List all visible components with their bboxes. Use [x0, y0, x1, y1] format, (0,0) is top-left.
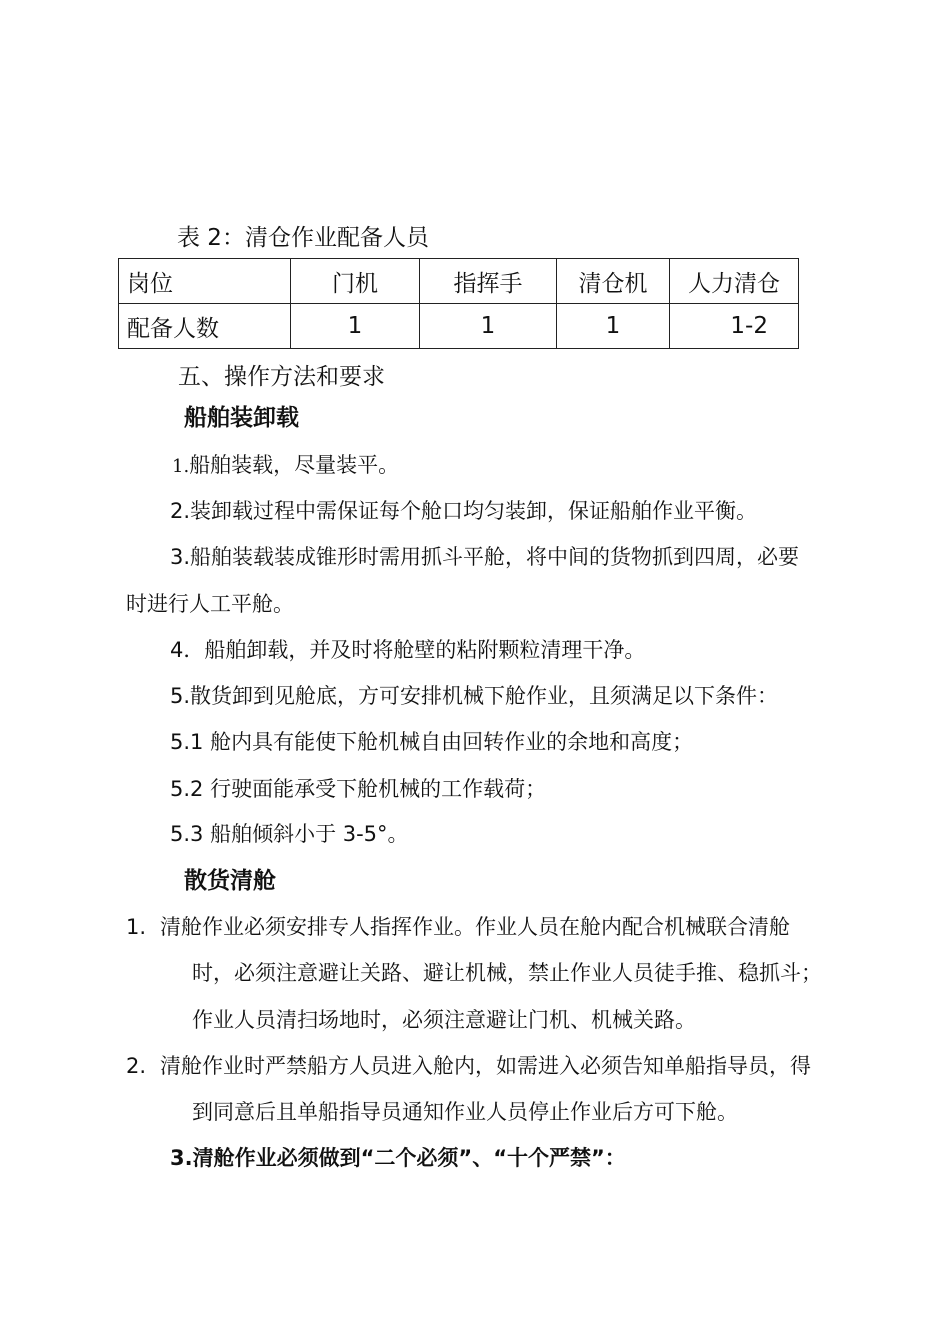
table-header-cell: 指挥手 [420, 259, 557, 304]
loading-item-3-line1: 3.船舶装载装成锥形时需用抓斗平舱，将中间的货物抓到四周，必要 [170, 545, 800, 569]
loading-item-5-3: 5.3 船舶倾斜小于 3-5°。 [170, 822, 409, 846]
staffing-table [118, 258, 799, 349]
loading-heading: 船舶装卸载 [184, 405, 299, 431]
table-header-cell: 门机 [291, 259, 420, 304]
item-text: 清舱作业必须安排专人指挥作业。作业人员在舱内配合机械联合清舱 [160, 915, 790, 939]
item-text: 船舶装载，尽量装平。 [189, 453, 400, 477]
table-header-cell: 人力清仓 [670, 259, 799, 304]
loading-item-4: 4．船舶卸载，并及时将舱壁的粘附颗粒清理干净。 [170, 638, 646, 662]
list-number: 1. [126, 915, 147, 939]
loading-item-5-2: 5.2 行驶面能承受下舱机械的工作载荷； [170, 777, 547, 801]
item-number: 1. [172, 456, 190, 477]
loading-item-1 [172, 451, 399, 481]
table-header-row [119, 259, 799, 304]
table-row [119, 304, 799, 349]
table-header-cell: 岗位 [119, 259, 291, 304]
loading-item-5-1: 5.1 舱内具有能使下舱机械自由回转作业的余地和高度； [170, 730, 694, 754]
loading-item-3-line2: 时进行人工平舱。 [126, 592, 294, 616]
table-cell: 1 [557, 304, 670, 349]
cleaning-item-1-line2: 时，必须注意避让关路、避让机械，禁止作业人员徒手推、稳抓斗； [192, 961, 822, 985]
cleaning-item-1-line3: 作业人员清扫场地时，必须注意避让门机、机械关路。 [192, 1008, 696, 1032]
table-cell: 1-2 [670, 304, 799, 349]
section-title: 五、操作方法和要求 [178, 364, 385, 390]
cleaning-item-2-line2: 到同意后且单船指导员通知作业人员停止作业后方可下舱。 [192, 1100, 738, 1124]
cleaning-heading: 散货清舱 [184, 868, 276, 894]
table-cell: 配备人数 [119, 304, 291, 349]
table-header-cell: 清仓机 [557, 259, 670, 304]
loading-item-5: 5.散货卸到见舱底，方可安排机械下舱作业，且须满足以下条件： [170, 684, 779, 708]
cleaning-item-2-line1 [126, 1052, 811, 1080]
cleaning-item-1-line1 [126, 913, 790, 941]
table-cell: 1 [420, 304, 557, 349]
loading-item-2: 2.装卸载过程中需保证每个舱口均匀装卸，保证船舶作业平衡。 [170, 499, 758, 523]
table-caption: 表 2：清仓作业配备人员 [177, 225, 429, 251]
table-cell: 1 [291, 304, 420, 349]
list-number: 2. [126, 1054, 147, 1078]
item-text: 清舱作业时严禁船方人员进入舱内，如需进入必须告知单船指导员，得 [160, 1054, 811, 1078]
cleaning-item-3: 3.清舱作业必须做到“二个必须”、“十个严禁”： [170, 1146, 626, 1170]
